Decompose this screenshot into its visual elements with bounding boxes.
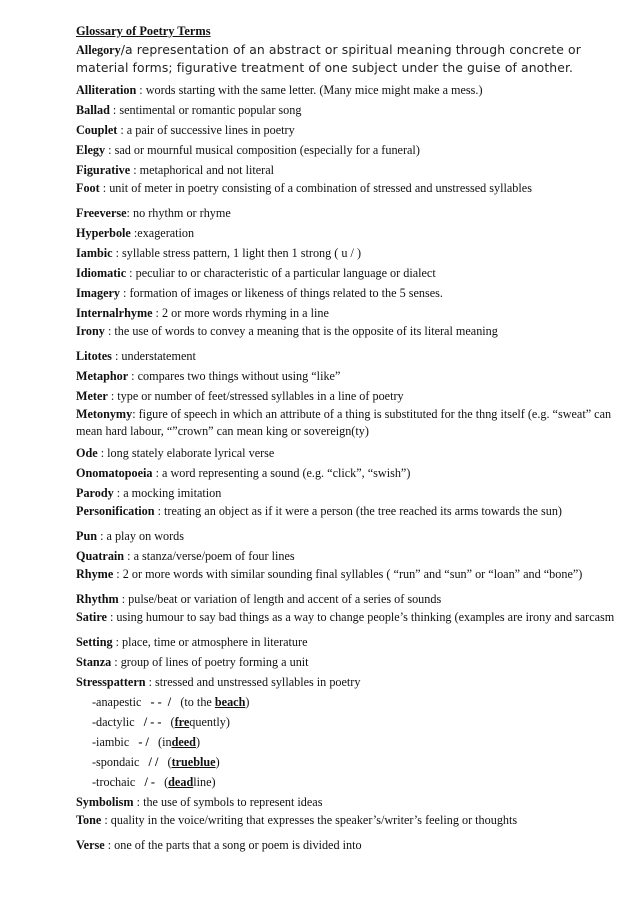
glossary-entry-idiomatic xyxy=(76,263,616,283)
pattern-name: -anapestic xyxy=(92,695,142,709)
glossary-entry-satire xyxy=(76,609,616,632)
pattern-marks: - / xyxy=(138,735,149,749)
glossary-separator: : xyxy=(152,466,162,480)
glossary-entry-setting xyxy=(76,632,616,652)
glossary-definition: sentimental or romantic popular song xyxy=(119,103,302,117)
pattern-marks: / - - xyxy=(143,715,162,729)
glossary-definition: words starting with the same letter. (Many mice might make a mess.) xyxy=(145,83,483,97)
pattern-example-post: ) xyxy=(195,735,200,749)
glossary-entry-personification xyxy=(76,503,616,526)
glossary-term: Elegy xyxy=(76,143,106,157)
pattern-example-post: ) xyxy=(215,755,220,769)
glossary-definition: one of the parts that a song or poem is divided into xyxy=(114,838,362,852)
pattern-name: -trochaic xyxy=(92,775,136,789)
glossary-term: Allegory xyxy=(76,43,121,57)
glossary-term: Ode xyxy=(76,446,98,460)
glossary-term: Parody xyxy=(76,486,114,500)
glossary-term: Foot xyxy=(76,181,100,195)
stress-pattern-item xyxy=(76,712,616,732)
glossary-definition: 2 or more words with similar sounding final syllables ( “run” and “sun” or “loan” and “bone”) xyxy=(122,567,583,581)
glossary-term: Symbolism xyxy=(76,795,134,809)
glossary-definition: pulse/beat or variation of length and accent of a series of sounds xyxy=(128,592,442,606)
pattern-name: -iambic xyxy=(92,735,130,749)
pattern-marks: - - / xyxy=(150,695,172,709)
glossary-entry-stresspattern xyxy=(76,672,616,692)
glossary-entry-foot xyxy=(76,180,616,203)
pattern-example-pre: ( xyxy=(167,755,172,769)
glossary-term: Rhyme xyxy=(76,567,114,581)
glossary-term: Hyperbole xyxy=(76,226,131,240)
glossary-entry-allegory xyxy=(76,41,616,80)
glossary-separator: / xyxy=(120,42,125,57)
glossary-term: Tone xyxy=(76,813,102,827)
glossary-entry-verse xyxy=(76,835,616,855)
glossary-term: Personification xyxy=(76,504,155,518)
glossary-separator: : xyxy=(120,286,130,300)
glossary-term: Internalrhyme xyxy=(76,306,153,320)
glossary-term: Figurative xyxy=(76,163,131,177)
glossary-entry-alliteration xyxy=(76,80,616,100)
glossary-term: Ballad xyxy=(76,103,110,117)
stress-pattern-item xyxy=(76,752,616,772)
glossary-term: Verse xyxy=(76,838,105,852)
glossary-definition: a word representing a sound (e.g. “click”, “swish”) xyxy=(162,466,411,480)
glossary-entry-pun xyxy=(76,526,616,546)
pattern-example-post: ) xyxy=(245,695,250,709)
pattern-example-stress: dead xyxy=(168,775,194,789)
glossary-definition: sad or mournful musical composition (especially for a funeral) xyxy=(114,143,420,157)
glossary-entry-tone xyxy=(76,812,616,835)
glossary-definition: group of lines of poetry forming a unit xyxy=(120,655,309,669)
glossary-definition: peculiar to or characteristic of a particular language or dialect xyxy=(135,266,436,280)
glossary-definition: the use of words to convey a meaning that is the opposite of its literal meaning xyxy=(114,324,498,338)
pattern-marks: / - xyxy=(144,775,155,789)
glossary-separator: : xyxy=(111,349,122,363)
glossary-separator: : xyxy=(101,813,111,827)
glossary-term: Idiomatic xyxy=(76,266,127,280)
glossary-term: Metonymy xyxy=(76,407,133,421)
pattern-name: -dactylic xyxy=(92,715,135,729)
glossary-separator: : xyxy=(132,407,139,421)
glossary-separator: : xyxy=(130,226,138,240)
glossary-separator: : xyxy=(113,486,124,500)
pattern-marks: / / xyxy=(148,755,159,769)
pattern-example-stress: beach xyxy=(214,695,246,709)
glossary-definition: compares two things without using “like” xyxy=(137,369,341,383)
glossary-definition: long stately elaborate lyrical verse xyxy=(107,446,275,460)
glossary-term: Couplet xyxy=(76,123,118,137)
glossary-term: Stresspattern xyxy=(76,675,146,689)
pattern-example-post: line) xyxy=(193,775,216,789)
glossary-definition: no rhythm or rhyme xyxy=(132,206,231,220)
glossary-entry-litotes xyxy=(76,346,616,366)
glossary-entry-rhythm xyxy=(76,589,616,609)
glossary-definition: a representation of an abstract or spiritual meaning through concrete or material forms; figurative treatment of one subject under the guise of another. xyxy=(76,42,581,75)
glossary-separator: : xyxy=(109,103,120,117)
glossary-separator: : xyxy=(111,655,121,669)
stress-pattern-item xyxy=(76,772,616,792)
glossary-term: Meter xyxy=(76,389,108,403)
glossary-entry-symbolism xyxy=(76,792,616,812)
glossary-definition: type or number of feet/stressed syllables in a line of poetry xyxy=(117,389,404,403)
glossary-separator: : xyxy=(104,324,115,338)
glossary-page xyxy=(76,21,616,855)
glossary-definition: stressed and unstressed syllables in poetry xyxy=(155,675,361,689)
glossary-term: Quatrain xyxy=(76,549,125,563)
glossary-entry-meter xyxy=(76,386,616,406)
glossary-entry-rhyme xyxy=(76,566,616,589)
glossary-term: Freeverse xyxy=(76,206,127,220)
glossary-entry-hyperbole xyxy=(76,223,616,243)
glossary-entry-stanza xyxy=(76,652,616,672)
glossary-term: Imagery xyxy=(76,286,120,300)
page-title: Glossary of Poetry Terms xyxy=(76,24,211,38)
pattern-example-stress: deed xyxy=(171,735,196,749)
glossary-definition: exageration xyxy=(137,226,195,240)
glossary-entry-parody xyxy=(76,483,616,503)
glossary-separator: : xyxy=(136,83,146,97)
glossary-term: Irony xyxy=(76,324,105,338)
glossary-separator: : xyxy=(97,529,107,543)
pattern-name: -spondaic xyxy=(92,755,140,769)
glossary-separator: : xyxy=(105,143,115,157)
glossary-definition: quality in the voice/writing that expresses the speaker’s/writer’s feeling or thoughts xyxy=(110,813,518,827)
glossary-term: Litotes xyxy=(76,349,112,363)
glossary-entry-metaphor xyxy=(76,366,616,386)
stress-pattern-item xyxy=(76,732,616,752)
stress-pattern-item xyxy=(76,692,616,712)
glossary-entry-ballad xyxy=(76,100,616,120)
glossary-entry-figurative xyxy=(76,160,616,180)
glossary-definition: figure of speech in which an attribute of a thing is substituted for the thng itself (e.g. “sweat” can mean hard labour, “”crown” can mean king or sovereign(ty) xyxy=(76,407,612,438)
glossary-entry-metonymy xyxy=(76,406,616,443)
glossary-definition: treating an object as if it were a person (the tree reached its arms towards the sun) xyxy=(164,504,562,518)
glossary-definition: place, time or atmosphere in literature xyxy=(122,635,308,649)
stress-pattern-list xyxy=(76,692,616,792)
glossary-entry-iambic xyxy=(76,243,616,263)
glossary-entry-imagery xyxy=(76,283,616,303)
pattern-example-stress: trueblue xyxy=(171,755,216,769)
pattern-example-stress: fre xyxy=(174,715,190,729)
glossary-separator: : xyxy=(107,389,118,403)
glossary-separator: : xyxy=(145,675,155,689)
glossary-separator: : xyxy=(130,163,140,177)
glossary-definition: a stanza/verse/poem of four lines xyxy=(133,549,295,563)
glossary-definition: the use of symbols to represent ideas xyxy=(143,795,323,809)
pattern-example-post: quently) xyxy=(189,715,230,729)
glossary-separator: : xyxy=(97,446,108,460)
glossary-definition: syllable stress pattern, 1 light then 1 strong ( u / ) xyxy=(122,246,362,260)
glossary-separator: : xyxy=(104,838,115,852)
glossary-term: Iambic xyxy=(76,246,113,260)
glossary-entry-quatrain xyxy=(76,546,616,566)
glossary-entry-elegy xyxy=(76,140,616,160)
glossary-term: Stanza xyxy=(76,655,112,669)
glossary-separator: : xyxy=(152,306,162,320)
glossary-separator: : xyxy=(118,592,129,606)
glossary-definition: formation of images or likeness of things related to the 5 senses. xyxy=(129,286,443,300)
glossary-separator: : xyxy=(126,266,136,280)
glossary-separator: : xyxy=(112,635,123,649)
pattern-example-pre: ( xyxy=(170,715,175,729)
glossary-term: Onomatopoeia xyxy=(76,466,153,480)
glossary-separator: : xyxy=(128,369,138,383)
glossary-term: Satire xyxy=(76,610,107,624)
glossary-definition: a pair of successive lines in poetry xyxy=(126,123,295,137)
glossary-entry-internalrhyme xyxy=(76,303,616,323)
glossary-separator: : xyxy=(106,610,117,624)
glossary-definition: unit of meter in poetry consisting of a combination of stressed and unstressed syllables xyxy=(109,181,532,195)
pattern-example-pre: (to the xyxy=(180,695,215,709)
glossary-list xyxy=(76,80,616,692)
pattern-example-pre: ( xyxy=(164,775,169,789)
glossary-separator: : xyxy=(99,181,110,195)
glossary-entry-couplet xyxy=(76,120,616,140)
glossary-term: Pun xyxy=(76,529,98,543)
glossary-separator: : xyxy=(126,206,133,220)
glossary-definition: 2 or more words rhyming in a line xyxy=(161,306,329,320)
glossary-entry-irony xyxy=(76,323,616,346)
glossary-term: Setting xyxy=(76,635,113,649)
glossary-separator: : xyxy=(124,549,134,563)
glossary-definition: understatement xyxy=(121,349,196,363)
glossary-list-tail xyxy=(76,792,616,855)
glossary-entry-onomatopoeia xyxy=(76,463,616,483)
glossary-definition: a play on words xyxy=(106,529,185,543)
glossary-definition: metaphorical and not literal xyxy=(139,163,274,177)
glossary-term: Metaphor xyxy=(76,369,129,383)
glossary-term: Alliteration xyxy=(76,83,137,97)
glossary-entry-freeverse xyxy=(76,203,616,223)
glossary-separator: : xyxy=(113,567,123,581)
glossary-separator: : xyxy=(133,795,144,809)
glossary-entry-ode xyxy=(76,443,616,463)
glossary-separator: : xyxy=(112,246,123,260)
pattern-example-pre: (in xyxy=(158,735,172,749)
glossary-separator: : xyxy=(117,123,127,137)
glossary-definition: using humour to say bad things as a way to change people’s thinking (examples are irony and sarcasm xyxy=(116,610,615,624)
glossary-definition: a mocking imitation xyxy=(123,486,222,500)
glossary-term: Rhythm xyxy=(76,592,119,606)
glossary-separator: : xyxy=(154,504,165,518)
